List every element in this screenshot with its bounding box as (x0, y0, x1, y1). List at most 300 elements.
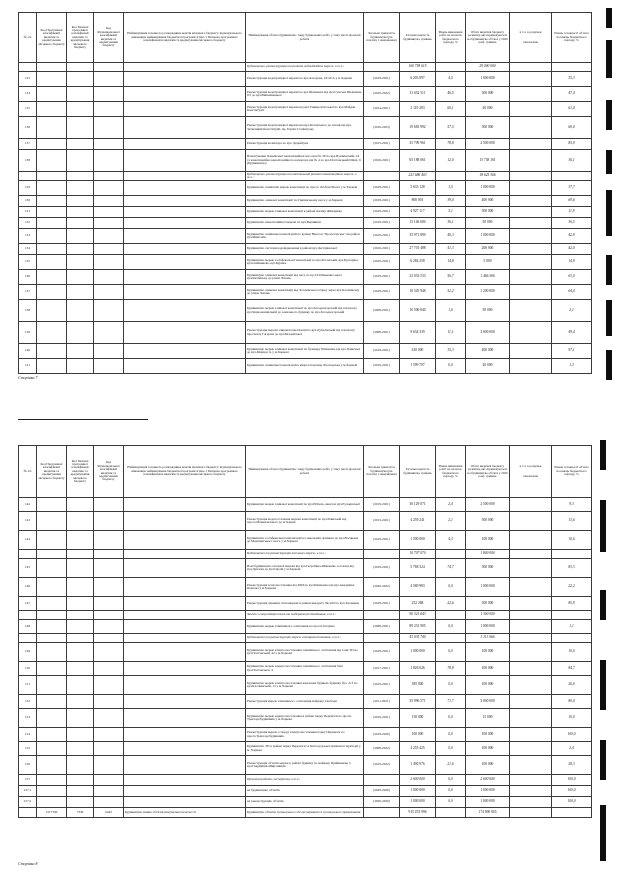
readiness-cell: 97,1 (552, 344, 592, 359)
loans-cell (510, 72, 552, 87)
header-duration: Загальна тривалість будівництва (рік початку і завершення) (364, 446, 400, 498)
manager-name-cell (124, 643, 246, 662)
loans-cell (510, 207, 552, 218)
manager-name-cell (124, 150, 246, 172)
table-row (19, 150, 592, 172)
object-name-cell: Будівництво мереж госпфекальної каналізації по вул.Роганській, вул.Булгаріна, вул.Олійникова, вул.Куряжа (246, 255, 364, 270)
row-number: 129 (19, 181, 37, 196)
table-row (19, 344, 592, 359)
duration-cell: (2016-2021) (364, 255, 400, 270)
duration-cell (364, 808, 400, 818)
total-cost-cell: 30 129 071 (400, 498, 436, 512)
manager-name-cell (124, 498, 246, 512)
loans-cell (510, 150, 552, 172)
readiness-cell (552, 634, 592, 643)
row-number: 133 (19, 87, 37, 102)
total-cost-cell: 100 000 (400, 728, 436, 742)
object-name-cell: Будівництво мереж зливової каналізації по вул.Холодногорській від площі від вул.Червоношкільній до земельного будинку по вул.Холодногорській (246, 300, 364, 322)
progress-cell: 78,9 (436, 662, 466, 676)
loans-cell (510, 181, 552, 196)
table-row (19, 797, 592, 808)
progress-cell: 78,8 (436, 139, 466, 150)
progress-cell: 2,1 (436, 512, 466, 531)
budget-amount-cell: 2 500 000 (466, 139, 510, 150)
readiness-cell (552, 550, 592, 559)
table-row (19, 181, 592, 196)
row-number: 137 (19, 139, 37, 150)
scan-marker (606, 255, 612, 285)
row-number (19, 634, 37, 643)
typical-code-cell (67, 72, 94, 87)
duration-cell: (2020-2022) (364, 578, 400, 597)
object-name-cell: Реконструкція водопостачання мережі каналізації по вул.Ревиській від просп.Малиновського до м.Харків (246, 512, 364, 531)
object-name-cell: Будівництво мереж електропостачання в районі парку Перемоги по просп. Тракторобудівників у м.Харкові (246, 709, 364, 728)
object-name-cell: Будівництво мереж зливової каналізації по вул.Нобель, квартал вул.Руськівської (246, 498, 364, 512)
functional-code-cell (94, 229, 124, 244)
total-cost-cell: 252 268 (400, 597, 436, 611)
row-number (19, 172, 37, 181)
program-code-cell (37, 102, 67, 117)
row-number: 148 (19, 620, 37, 634)
table-row (19, 498, 592, 512)
budget-amount-cell: 20 000 (466, 359, 510, 374)
total-cost-cell: 89 231 905 (400, 620, 436, 634)
duration-cell: (2018-2021) (364, 344, 400, 359)
progress-cell: 4,5 (436, 72, 466, 87)
budget-amount-cell: 500 000 (466, 512, 510, 531)
object-name-cell: Будівництво каналізаційної мережі по вул.Вершинін (246, 218, 364, 229)
object-name-cell: Реконструкція колектора по вул. Дерейчука (246, 139, 364, 150)
row-number: 125 (19, 72, 37, 87)
progress-cell (436, 63, 466, 72)
total-cost-cell: 35 971 899 (400, 229, 436, 244)
budget-amount-cell: 100 000 (466, 728, 510, 742)
total-cost-cell: 10 545 948 (400, 285, 436, 300)
program-code-cell (37, 322, 67, 344)
budget-amount-cell: 1 000 000 (466, 620, 510, 634)
loans-cell (510, 531, 552, 550)
object-name-cell: Будівництво ТП в районі парку Перемоги та Белгородської приватної території у м. Харкові (246, 742, 364, 756)
document-page-bottom (0, 433, 625, 879)
progress-cell: 0,0 (436, 797, 466, 808)
budget-amount-cell: 300 000 (466, 87, 510, 102)
typical-code-cell (67, 344, 94, 359)
typical-code-cell (67, 172, 94, 181)
manager-name-cell (124, 775, 246, 786)
object-name-cell: Реконструкція водопровідної мережі від вул.Котовського до площі від вул. Захисників Конституції, пр. Героїв Сталінграду (246, 117, 364, 139)
manager-name-cell (124, 695, 246, 709)
header-program-code: Код Програмної класифікації видатків та кредитування місцевого бюджету (37, 13, 67, 63)
manager-name-cell (124, 117, 246, 139)
program-code-cell (37, 634, 67, 643)
loans-cell (510, 300, 552, 322)
object-name-cell: Влаштування Харківської каналізаційної насосної № 30 по вул.Пушкінській, 24 та каналізаційно-каналізаційного колектора від № 4 по вул.Полтавський Шлях, 6 (Будівництво) (246, 150, 364, 172)
readiness-cell (552, 611, 592, 620)
loans-cell (510, 808, 552, 818)
manager-name-cell (124, 244, 246, 255)
object-name-cell: Будівництво, реконструкція та капітальний ремонт каналізаційних мереж, в т.ч.: (246, 172, 364, 181)
functional-code-cell (94, 676, 124, 695)
duration-cell: (2018-2021) (364, 643, 400, 662)
typical-code-cell (67, 139, 94, 150)
loans-cell (510, 578, 552, 597)
table-row (19, 229, 592, 244)
table-row (19, 728, 592, 742)
manager-name-cell (124, 756, 246, 775)
object-name-cell: Будівництво системи водовідведення в районі вул.Дегтярівської (246, 244, 364, 255)
header-budget-amount: Обсяг видатків бюджету розвитку, які спрямовуються на будівництво об'єкта у 2020 році, гривень (466, 13, 510, 63)
total-cost-cell: 1 490 976 (400, 756, 436, 775)
program-code-cell (37, 709, 67, 728)
readiness-cell: 10,0 (552, 643, 592, 662)
progress-cell: 52,2 (436, 285, 466, 300)
progress-cell: 40,3 (436, 229, 466, 244)
progress-cell (436, 808, 466, 818)
duration-cell: (2016-2021) (364, 229, 400, 244)
manager-name-cell (124, 229, 246, 244)
functional-code-cell (94, 597, 124, 611)
table-row (19, 742, 592, 756)
total-cost-cell: 1 000 000 (400, 786, 436, 797)
progress-cell: 41,3 (436, 244, 466, 255)
total-cost-cell: 800 001 (400, 196, 436, 207)
functional-code-cell (94, 756, 124, 775)
functional-code-cell (94, 662, 124, 676)
total-cost-cell: 43 035 740 (400, 634, 436, 643)
functional-code-cell (94, 643, 124, 662)
typical-code-cell (67, 611, 94, 620)
readiness-cell: 63,0 (552, 270, 592, 285)
total-cost-cell: 65 188 061 (400, 150, 436, 172)
budget-amount-cell: 3 000 000 (466, 695, 510, 709)
readiness-cell (552, 63, 592, 72)
budget-amount-cell: 15 000 (466, 709, 510, 728)
header-num: № з/п (19, 446, 37, 498)
header-manager-name: Найменування головного розпорядника коштів місцевого бюджету/ відповідального виконавця, найменування бюджетної програми згідно з Типовою програмною класифікацією видатків та кредитування місцевого бюджету (124, 13, 246, 63)
program-code-cell (37, 196, 67, 207)
table-header-row (19, 13, 592, 63)
functional-code-cell (94, 102, 124, 117)
total-cost-cell: 221 686 403 (400, 172, 436, 181)
typical-code-cell (67, 709, 94, 728)
loans-cell (510, 742, 552, 756)
loans-cell (510, 695, 552, 709)
program-code-cell (37, 150, 67, 172)
manager-name-cell (124, 662, 246, 676)
header-object-name: Найменування об'єкта будівництва / виду будівельних робіт, у тому числі проектні роботи (246, 13, 364, 63)
table-row (19, 244, 592, 255)
program-code-cell (37, 775, 67, 786)
table-header-row (19, 446, 592, 498)
table-row (19, 559, 592, 578)
page-separator (18, 419, 148, 420)
header-progress: Рівень виконання робіт на початок бюджетного періоду, % (436, 446, 466, 498)
duration-cell: (2018-2021) (364, 559, 400, 578)
total-cost-cell: 10 500 840 (400, 300, 436, 322)
table-row (19, 512, 592, 531)
typical-code-cell (67, 359, 94, 374)
program-code-cell (37, 139, 67, 150)
object-name-cell: Реконструкція об'єктів мереж в районі будинку по майдану Приймакова 5 вул.Гвардійців-Широнінців (246, 756, 364, 775)
manager-name-cell (124, 218, 246, 229)
progress-cell: 60,1 (436, 102, 466, 117)
budget-amount-cell: 3 113 066 (466, 634, 510, 643)
duration-cell (364, 172, 400, 181)
progress-cell: 1,5 (436, 181, 466, 196)
object-name-cell: Будівництво мереж зливової каналізації по бульвару Шевченка від вул.Гривської до вул.Майдан та у м.Харкові (246, 344, 364, 359)
typical-code-cell (67, 300, 94, 322)
budget-amount-cell: 100 000 (466, 742, 510, 756)
loans-cell (510, 255, 552, 270)
readiness-cell: 84,7 (552, 662, 592, 676)
manager-name-cell (124, 634, 246, 643)
manager-name-cell (124, 550, 246, 559)
header-budget-amount: Обсяг видатків бюджету розвитку, які спрямовуються на будівництво об'єкта у 2020 році, гривень (466, 446, 510, 498)
duration-cell: (2019-2022) (364, 756, 400, 775)
table-row (19, 578, 592, 597)
scan-marker (600, 740, 606, 780)
loans-cell (510, 611, 552, 620)
manager-name-cell (124, 742, 246, 756)
row-number: 138 (19, 150, 37, 172)
row-number (19, 611, 37, 620)
manager-name-cell (124, 531, 246, 550)
functional-code-cell (94, 172, 124, 181)
typical-code-cell (67, 207, 94, 218)
table-row (19, 196, 592, 207)
program-code-cell (37, 742, 67, 756)
readiness-cell: 100,0 (552, 728, 592, 742)
row-number: 150 (19, 662, 37, 676)
program-code-cell (37, 498, 67, 512)
program-code-cell (37, 611, 67, 620)
budget-amount-cell: 3 600 000 (466, 322, 510, 344)
scan-marker (600, 440, 606, 470)
readiness-cell: 14,9 (552, 255, 592, 270)
total-cost-cell: 5 768 324 (400, 559, 436, 578)
header-total-cost: Загальна вартість будівництва, гривень (400, 13, 436, 63)
header-loans: в т.ч. за рахунок запозичень (510, 446, 552, 498)
object-name-cell: Будівництво об'єктів громадського обслуговування та громадського призначення (246, 808, 364, 818)
header-functional-code: Код Функціональної класифікації видатків та кредитування бюджету (94, 446, 124, 498)
header-manager-name: Найменування головного розпорядника коштів місцевого бюджету/ відповідального виконавця, найменування бюджетної програми згідно з Типовою програмною класифікацією видатків та кредитування місцевого бюджету (124, 446, 246, 498)
readiness-cell: 80,0 (552, 695, 592, 709)
program-code-cell (37, 676, 67, 695)
typical-code-cell (67, 322, 94, 344)
budget-amount-cell: 50 000 (466, 218, 510, 229)
readiness-cell: 85,9 (552, 597, 592, 611)
manager-name-cell (124, 255, 246, 270)
loans-cell (510, 728, 552, 742)
row-number: 141 (19, 359, 37, 374)
readiness-cell: 100,0 (552, 797, 592, 808)
readiness-cell: 9,3 (552, 498, 592, 512)
total-cost-cell: 90 321 643 (400, 611, 436, 620)
progress-cell: 12,0 (436, 150, 466, 172)
progress-cell: 56,7 (436, 270, 466, 285)
header-duration: Загальна тривалість будівництва (рік початку і завершення) (364, 13, 400, 63)
object-name-cell: на будівництво об'єктів (246, 786, 364, 797)
progress-cell: 14,8 (436, 255, 466, 270)
typical-code-cell (67, 270, 94, 285)
duration-cell: (2016-2021) (364, 244, 400, 255)
row-number: 137 (19, 285, 37, 300)
typical-code-cell (67, 695, 94, 709)
object-name-cell: Будівництво зливової каналізації від Золочівського парку через вул.Клочківську до річки Лопань (246, 285, 364, 300)
readiness-cell: 61,4 (552, 102, 592, 117)
program-code-cell: 1517330 (37, 808, 67, 818)
typical-code-cell (67, 786, 94, 797)
budget-amount-cell: 500 000 (466, 207, 510, 218)
budget-amount-cell: 18 625 366 (466, 172, 510, 181)
loans-cell (510, 196, 552, 207)
readiness-cell: 64,4 (552, 285, 592, 300)
functional-code-cell (94, 117, 124, 139)
functional-code-cell (94, 531, 124, 550)
manager-name-cell (124, 63, 246, 72)
readiness-cell: 10,6 (552, 531, 592, 550)
manager-name-cell (124, 344, 246, 359)
loans-cell (510, 172, 552, 181)
functional-code-cell (94, 559, 124, 578)
loans-cell (510, 597, 552, 611)
typical-code-cell (67, 498, 94, 512)
functional-code-cell (94, 728, 124, 742)
functional-code-cell (94, 63, 124, 72)
readiness-cell: 49,4 (552, 322, 592, 344)
loans-cell (510, 498, 552, 512)
total-cost-cell: 1 599 707 (400, 359, 436, 374)
total-cost-cell: 35 996 571 (400, 695, 436, 709)
object-name-cell: Будівництво зливової каналізації по Грицівському шосе у м.Харкові (246, 196, 364, 207)
table-row (19, 72, 592, 87)
object-name-cell: Будівництво та реконструкція теплових мереж, в т.ч.: (246, 550, 364, 559)
table-row (19, 172, 592, 181)
loans-cell (510, 244, 552, 255)
row-number: 133 (19, 229, 37, 244)
functional-code-cell (94, 344, 124, 359)
duration-cell: (2018-2021) (364, 196, 400, 207)
typical-code-cell (67, 550, 94, 559)
table-row (19, 322, 592, 344)
progress-cell: 0,0 (436, 620, 466, 634)
typical-code-cell (67, 676, 94, 695)
progress-cell (436, 634, 466, 643)
functional-code-cell (94, 196, 124, 207)
manager-name-cell (124, 300, 246, 322)
progress-cell: 0,0 (436, 359, 466, 374)
loans-cell (510, 117, 552, 139)
table-row (19, 207, 592, 218)
typical-code-cell (67, 775, 94, 786)
row-number: 138 (19, 300, 37, 322)
loans-cell (510, 550, 552, 559)
header-loans: в т.ч. за рахунок запозичень (510, 13, 552, 63)
typical-code-cell (67, 559, 94, 578)
manager-name-cell (124, 709, 246, 728)
table-row (19, 102, 592, 117)
manager-name-cell (124, 87, 246, 102)
typical-code-cell (67, 634, 94, 643)
total-cost-cell: 915 253 996 (400, 808, 436, 818)
table-row (19, 775, 592, 786)
row-number: 149 (19, 643, 37, 662)
typical-code-cell (67, 196, 94, 207)
typical-code-cell (67, 531, 94, 550)
table-row (19, 550, 592, 559)
scan-marker (600, 590, 606, 620)
duration-cell: (2008-2021) (364, 322, 400, 344)
functional-code-cell (94, 285, 124, 300)
object-name-cell: Будівництво зовнішніх мереж каналізації по просп. Любові Малої у м.Харкові (246, 181, 364, 196)
budget-amount-cell: 100 000 (466, 756, 510, 775)
object-name-cell: Будівництво та реконструкція мереж електропостачання, в т.ч.: (246, 634, 364, 643)
object-name-cell: Реконструкція водопровідної мережі по вул.Шевченка від вул.Сумська Шевченка, 9 б до вул.Вишневецької (246, 87, 364, 102)
progress-cell: 0,0 (436, 728, 466, 742)
scan-marker (600, 660, 606, 710)
readiness-cell: 60,0 (552, 117, 592, 139)
total-cost-cell: 31 632 511 (400, 87, 436, 102)
functional-code-cell (94, 322, 124, 344)
duration-cell: (2018-2021) (364, 285, 400, 300)
loans-cell (510, 634, 552, 643)
row-number: 157 (19, 775, 37, 786)
progress-cell: 0,0 (436, 643, 466, 662)
readiness-cell: 2,1 (552, 300, 592, 322)
loans-cell (510, 63, 552, 72)
readiness-cell: 28,3 (552, 756, 592, 775)
table-row (19, 255, 592, 270)
manager-name-cell (124, 797, 246, 808)
total-cost-cell: 385 000 (400, 676, 436, 695)
functional-code-cell (94, 300, 124, 322)
functional-code-cell (94, 498, 124, 512)
total-cost-cell: 5 633 128 (400, 181, 436, 196)
row-number: 146 (19, 578, 37, 597)
table-row (19, 300, 592, 322)
object-name-cell: Будівництво зливової каналізації від пасу по пр.Т.Г.Шевченка через вул.Китайську до річки Лопань (246, 270, 364, 285)
typical-code-cell (67, 742, 94, 756)
typical-code-cell (67, 597, 94, 611)
typical-code-cell (67, 229, 94, 244)
duration-cell: (2019-2021) (364, 676, 400, 695)
manager-name-cell (124, 728, 246, 742)
progress-cell (436, 550, 466, 559)
row-number: 153 (19, 709, 37, 728)
program-code-cell (37, 285, 67, 300)
program-code-cell (37, 620, 67, 634)
total-cost-cell: 610 000 (400, 344, 436, 359)
loans-cell (510, 344, 552, 359)
row-number: 144 (19, 531, 37, 550)
progress-cell: 39,4 (436, 196, 466, 207)
program-code-cell (37, 559, 67, 578)
loans-cell (510, 218, 552, 229)
duration-cell: (2019-2021) (364, 72, 400, 87)
loans-cell (510, 87, 552, 102)
table-row (19, 634, 592, 643)
page-footnote-top: Сторінка 7 (18, 375, 38, 380)
readiness-cell: 36,5 (552, 218, 592, 229)
readiness-cell: 42,9 (552, 229, 592, 244)
typical-code-cell (67, 620, 94, 634)
functional-code-cell (94, 150, 124, 172)
loans-cell (510, 359, 552, 374)
duration-cell: (2019-2021) (364, 359, 400, 374)
progress-cell: 36,1 (436, 218, 466, 229)
table-row (19, 285, 592, 300)
table-row (19, 662, 592, 676)
